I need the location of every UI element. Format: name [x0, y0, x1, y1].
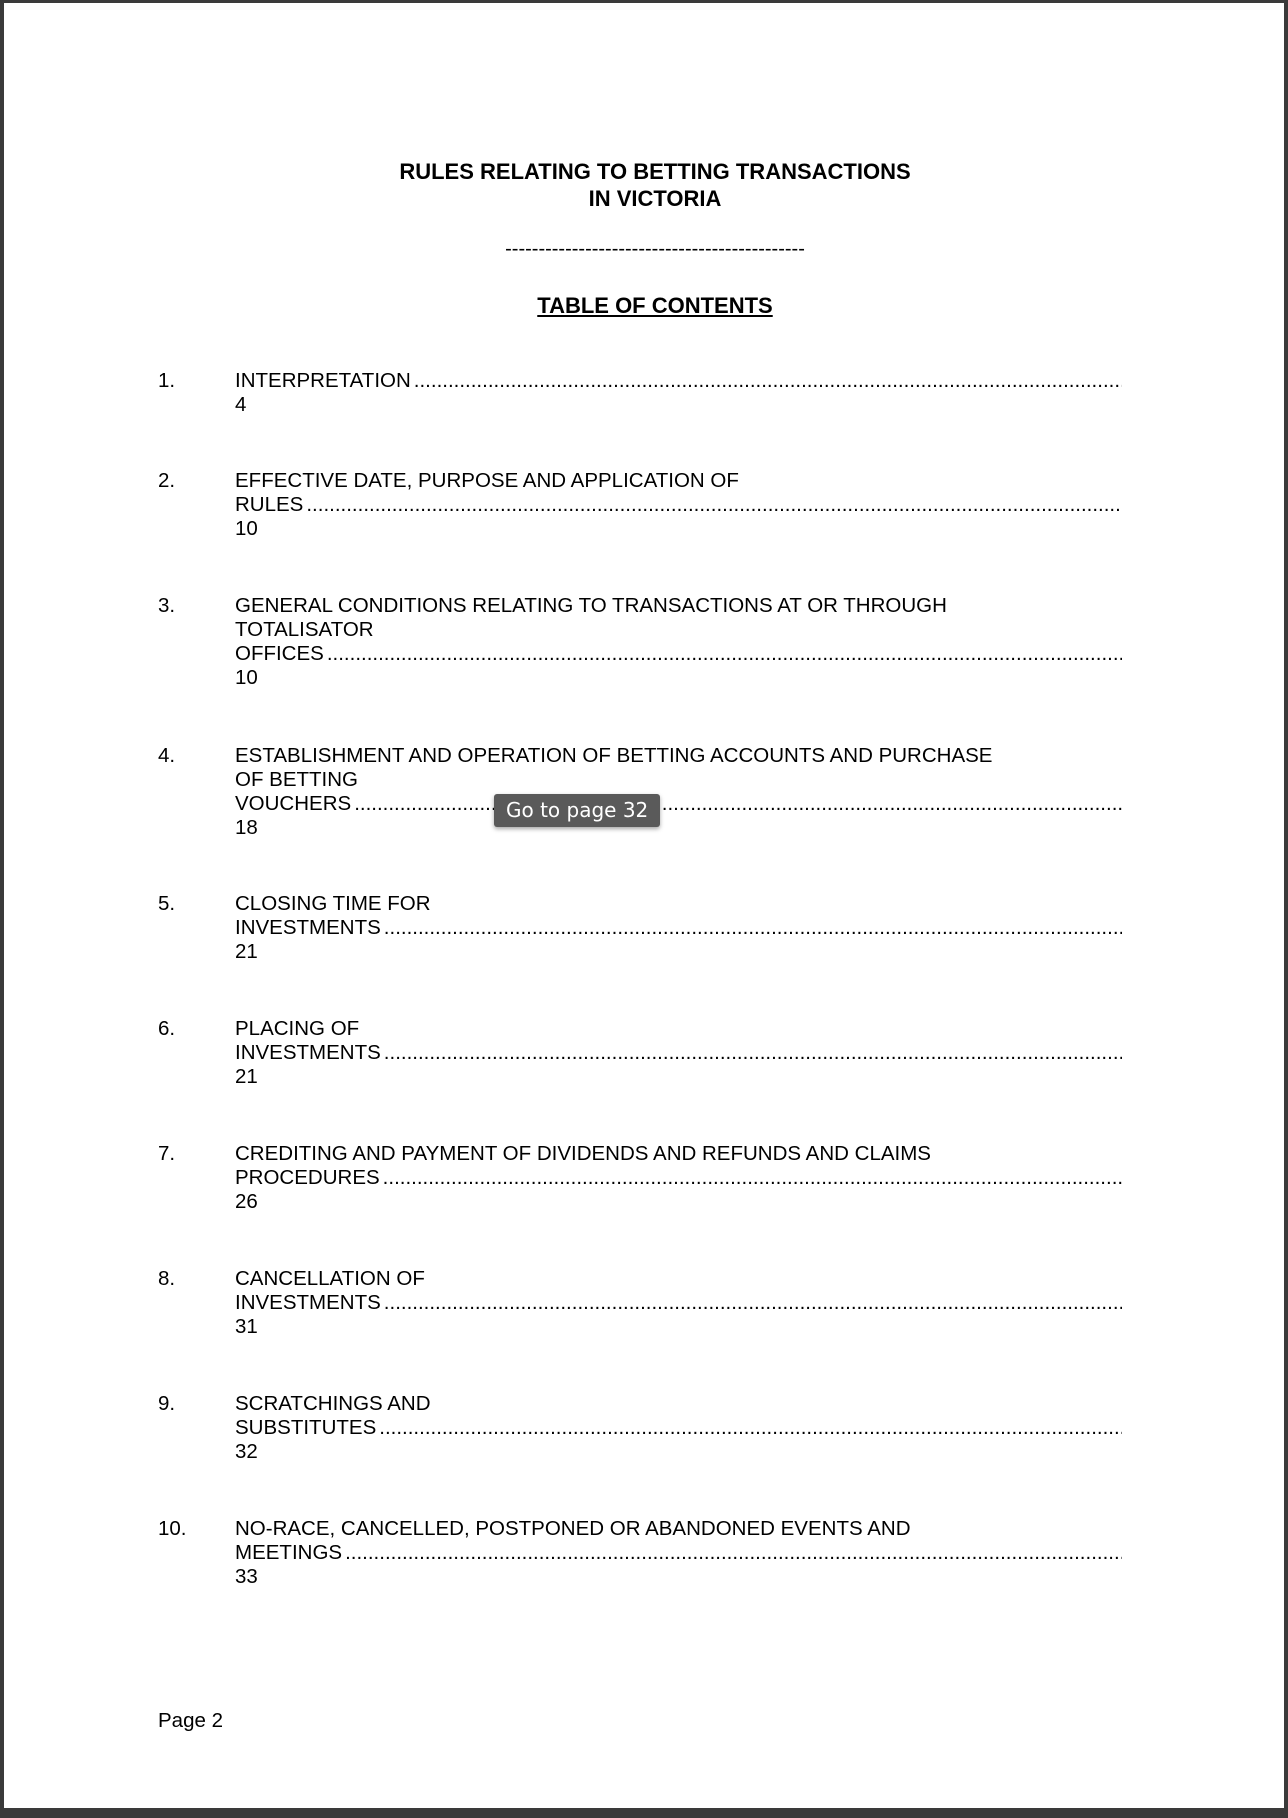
toc-entry-title-line: PLACING OF: [235, 1017, 360, 1040]
toc-entry-title-line: TOTALISATOR: [235, 618, 374, 641]
toc-entry-title-last: PROCEDURES: [235, 1166, 380, 1189]
dot-leader: [345, 1541, 1122, 1565]
toc-entry-title-line: CLOSING TIME FOR: [235, 892, 431, 915]
dot-leader: [379, 1416, 1122, 1440]
toc-entry-body[interactable]: [235, 594, 1122, 690]
toc-entry-number: 5.: [158, 892, 176, 915]
toc-entry-page-number[interactable]: 32: [235, 1440, 258, 1463]
toc-entry-number: 1.: [158, 369, 176, 392]
toc-entry-leader-line[interactable]: [235, 1041, 1122, 1065]
title-line-2: IN VICTORIA: [588, 186, 722, 211]
dot-leader: [327, 642, 1122, 666]
toc-entry-leader-line[interactable]: [235, 1541, 1122, 1565]
toc-entry-number: 7.: [158, 1142, 176, 1165]
dot-leader: [383, 1166, 1122, 1190]
document-page: [4, 3, 1284, 1808]
toc-entry-title-last: INVESTMENTS: [235, 1291, 381, 1314]
dot-leader: [384, 1041, 1122, 1065]
toc-entry-number: 2.: [158, 469, 176, 492]
toc-entry-title-last: INTERPRETATION: [235, 369, 411, 392]
toc-entry-body[interactable]: [235, 1392, 1122, 1464]
toc-entry-number: 8.: [158, 1267, 176, 1290]
toc-entry-title-line: OF BETTING: [235, 768, 358, 791]
toc-entry-leader-line[interactable]: [235, 493, 1122, 517]
toc-entry-title-line: CREDITING AND PAYMENT OF DIVIDENDS AND REFUNDS AND CLAIMS: [235, 1142, 931, 1165]
dot-leader: [354, 792, 1122, 816]
toc-entry-title-last: MEETINGS: [235, 1541, 343, 1564]
toc-entry-leader-line[interactable]: [235, 1166, 1122, 1190]
toc-entry-body[interactable]: [235, 1267, 1122, 1339]
dot-leader: [384, 916, 1122, 940]
toc-entry-page-number[interactable]: 10: [235, 517, 258, 540]
title-divider: ---------------------------------------------: [505, 238, 805, 260]
toc-entry-title-last: OFFICES: [235, 642, 324, 665]
toc-entry-title-line: SCRATCHINGS AND: [235, 1392, 431, 1415]
toc-entry-title-line: EFFECTIVE DATE, PURPOSE AND APPLICATION OF: [235, 469, 739, 492]
toc-heading: TABLE OF CONTENTS: [537, 293, 773, 318]
toc-entry-leader-line[interactable]: [235, 792, 1122, 816]
title-line-1: RULES RELATING TO BETTING TRANSACTIONS: [399, 159, 911, 184]
toc-entry-title-line: ESTABLISHMENT AND OPERATION OF BETTING ACCOUNTS AND PURCHASE: [235, 744, 993, 767]
toc-entry-page-number[interactable]: 26: [235, 1190, 258, 1213]
toc-entry-body[interactable]: [235, 744, 1122, 840]
dot-leader: [306, 493, 1122, 517]
toc-entry-page-number[interactable]: 21: [235, 940, 258, 963]
page-number-footer: Page 2: [158, 1709, 223, 1732]
dot-leader: [384, 1291, 1122, 1315]
toc-entry-page-number[interactable]: 31: [235, 1315, 258, 1338]
toc-entry-title-last: VOUCHERS: [235, 792, 352, 815]
toc-entry-title-line: CANCELLATION OF: [235, 1267, 425, 1290]
toc-entry-body[interactable]: [235, 1517, 1122, 1589]
toc-entry-body[interactable]: [235, 1142, 1122, 1214]
toc-entry-body[interactable]: [235, 469, 1122, 541]
toc-entry-body[interactable]: [235, 892, 1122, 964]
toc-entry-number: 10.: [158, 1517, 187, 1540]
toc-entry-title-last: SUBSTITUTES: [235, 1416, 377, 1439]
toc-entry-title-last: RULES: [235, 493, 304, 516]
toc-entry-page-number[interactable]: 33: [235, 1565, 258, 1588]
toc-entry-page-number[interactable]: 4: [235, 393, 247, 416]
toc-entry-leader-line[interactable]: [235, 1291, 1122, 1315]
toc-entry-number: 3.: [158, 594, 176, 617]
toc-entry-number: 4.: [158, 744, 176, 767]
dot-leader: [414, 369, 1122, 393]
toc-entry-number: 9.: [158, 1392, 176, 1415]
toc-entry-leader-line[interactable]: [235, 1416, 1122, 1440]
toc-entry-leader-line[interactable]: [235, 369, 1122, 393]
toc-entry-page-number[interactable]: 10: [235, 666, 258, 689]
toc-entry-title-last: INVESTMENTS: [235, 1041, 381, 1064]
toc-entry-page-number[interactable]: 21: [235, 1065, 258, 1088]
toc-entry-title-line: GENERAL CONDITIONS RELATING TO TRANSACTIONS AT OR THROUGH: [235, 594, 947, 617]
toc-entry-title-line: NO-RACE, CANCELLED, POSTPONED OR ABANDONED EVENTS AND: [235, 1517, 911, 1540]
toc-entry-leader-line[interactable]: [235, 642, 1122, 666]
go-to-page-tooltip: Go to page 32: [494, 794, 660, 827]
toc-entry-title-last: INVESTMENTS: [235, 916, 381, 939]
toc-entry-page-number[interactable]: 18: [235, 816, 258, 839]
toc-entry-body[interactable]: [235, 369, 1122, 417]
document-title: [4, 158, 1288, 212]
toc-entry-number: 6.: [158, 1017, 176, 1040]
toc-entry-body[interactable]: [235, 1017, 1122, 1089]
toc-entry-leader-line[interactable]: [235, 916, 1122, 940]
